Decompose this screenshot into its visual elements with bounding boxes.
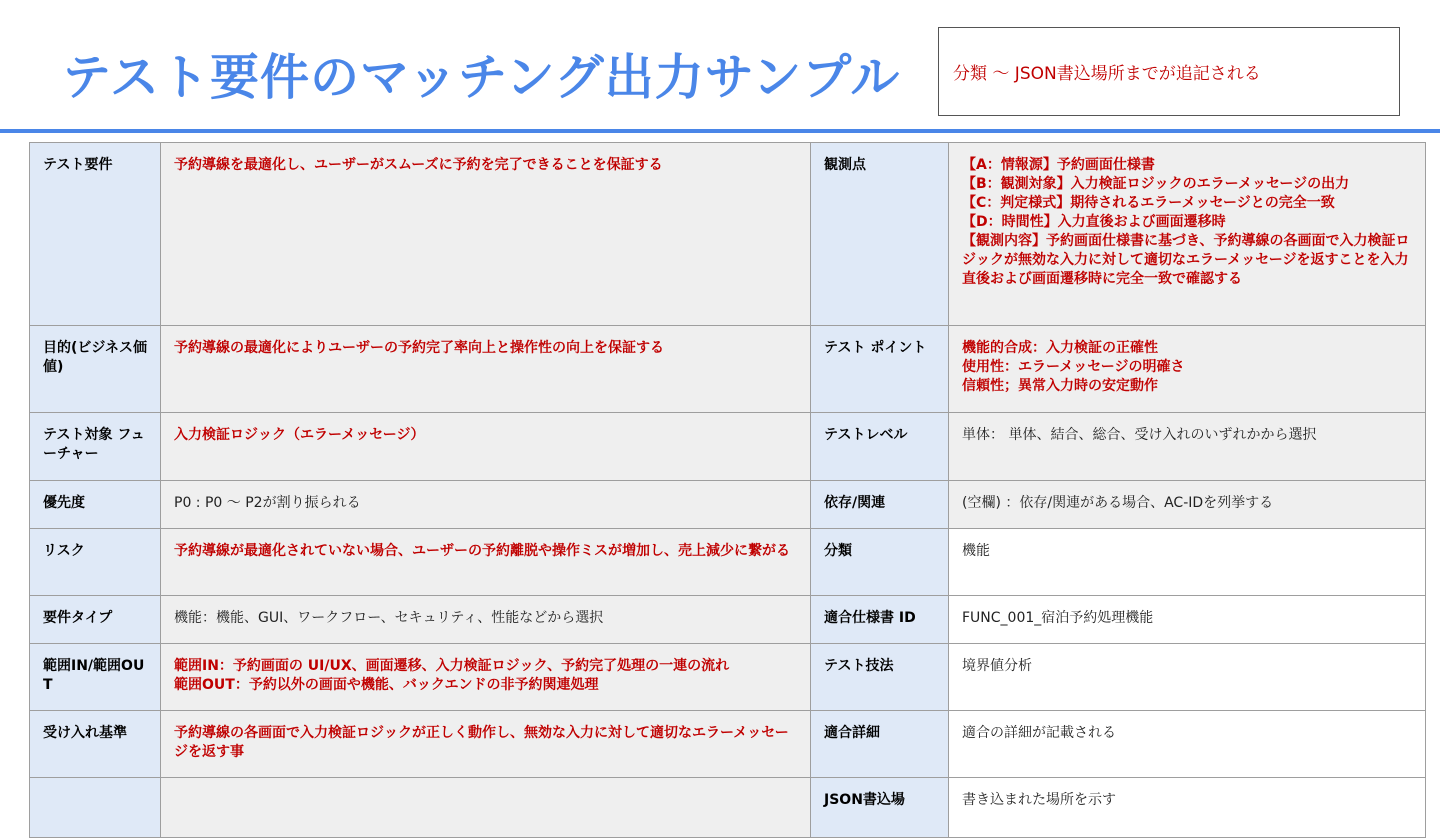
row-label-observation-point: 観測点 (811, 143, 949, 326)
row-label-classification: 分類 (811, 529, 949, 596)
row-label-target-feature: テスト対象 フューチャー (30, 413, 161, 481)
test-technique-value: 境界値分析 (949, 644, 1426, 711)
row-label-test-technique: テスト技法 (811, 644, 949, 711)
table-row (30, 644, 1426, 711)
page-title: テスト要件のマッチング出力サンプル (62, 49, 901, 106)
row-label-match-detail: 適合詳細 (811, 711, 949, 778)
row-label-test-point: テスト ポイント (811, 326, 949, 413)
observation-line: 【D：時間性】入力直後および画面遷移時 (962, 214, 1226, 230)
row-label-scope: 範囲IN/範囲OUT (30, 644, 161, 711)
row-label-empty (30, 778, 161, 838)
dependency-value: (空欄) ：依存/関連がある場合、AC-IDを列挙する (949, 481, 1426, 529)
row-label-priority: 優先度 (30, 481, 161, 529)
row-label-json-location: JSON書込場 (811, 778, 949, 838)
row-label-test-requirement: テスト要件 (30, 143, 161, 326)
table-row (30, 596, 1426, 644)
spec-id-value: FUNC_001_宿泊予約処理機能 (949, 596, 1426, 644)
observation-line: 【観測内容】予約画面仕様書に基づき、予約導線の各画面で入力検証ロジックが無効な入力に対して適切なエラーメッセージを返すことを入力直後および画面遷移時に完全一致で確認する (962, 233, 1410, 287)
observation-line: 【A：情報源】予約画面仕様書 (962, 157, 1155, 173)
table-row (30, 143, 1426, 326)
purpose-value: 予約導線の最適化によりユーザーの予約完了率向上と操作性の向上を保証する (161, 326, 811, 413)
row-label-requirement-type: 要件タイプ (30, 596, 161, 644)
requirement-type-value: 機能：機能、GUI、ワークフロー、セキュリティ、性能などから選択 (161, 596, 811, 644)
row-label-dependency: 依存/関連 (811, 481, 949, 529)
empty-value (161, 778, 811, 838)
table-row (30, 326, 1426, 413)
acceptance-criteria-value: 予約導線の各画面で入力検証ロジックが正しく動作し、無効な入力に対して適切なエラーメッセージを返す事 (161, 711, 811, 778)
test-point-line: 使用性：エラーメッセージの明確さ (962, 359, 1185, 375)
test-point-line: 信頼性；異常入力時の安定動作 (962, 378, 1158, 394)
row-label-spec-id: 適合仕様書 ID (811, 596, 949, 644)
annotation-box: 分類 ～ JSON書込場所までが追記される (938, 27, 1400, 116)
requirement-table (29, 142, 1426, 838)
scope-value (161, 644, 811, 711)
observation-line: 【C：判定様式】期待されるエラーメッセージとの完全一致 (962, 195, 1335, 211)
json-location-value: 書き込まれた場所を示す (949, 778, 1426, 838)
test-point-line: 機能的合成：入力検証の正確性 (962, 340, 1158, 356)
match-detail-value: 適合の詳細が記載される (949, 711, 1426, 778)
classification-value: 機能 (949, 529, 1426, 596)
row-label-purpose: 目的(ビジネス価値) (30, 326, 161, 413)
observation-point-value (949, 143, 1426, 326)
table-row (30, 711, 1426, 778)
test-point-value (949, 326, 1426, 413)
table-row (30, 778, 1426, 838)
observation-line: 【B：観測対象】入力検証ロジックのエラーメッセージの出力 (962, 176, 1350, 192)
priority-value: P0 : P0 ～ P2が割り振られる (161, 481, 811, 529)
table-row (30, 413, 1426, 481)
table-row (30, 481, 1426, 529)
scope-out-line: 範囲OUT：予約以外の画面や機能、バックエンドの非予約関連処理 (174, 677, 599, 693)
test-requirement-value: 予約導線を最適化し、ユーザーがスムーズに予約を完了できることを保証する (161, 143, 811, 326)
row-label-risk: リスク (30, 529, 161, 596)
row-label-acceptance-criteria: 受け入れ基準 (30, 711, 161, 778)
risk-value: 予約導線が最適化されていない場合、ユーザーの予約離脱や操作ミスが増加し、売上減少に繋がる (161, 529, 811, 596)
scope-in-line: 範囲IN：予約画面の UI/UX、画面遷移、入力検証ロジック、予約完了処理の一連の流れ (174, 658, 730, 674)
row-label-test-level: テストレベル (811, 413, 949, 481)
table-row (30, 529, 1426, 596)
target-feature-value: 入力検証ロジック（エラーメッセージ） (161, 413, 811, 481)
test-level-value: 単体： 単体、結合、総合、受け入れのいずれかから選択 (949, 413, 1426, 481)
title-divider (0, 129, 1440, 133)
